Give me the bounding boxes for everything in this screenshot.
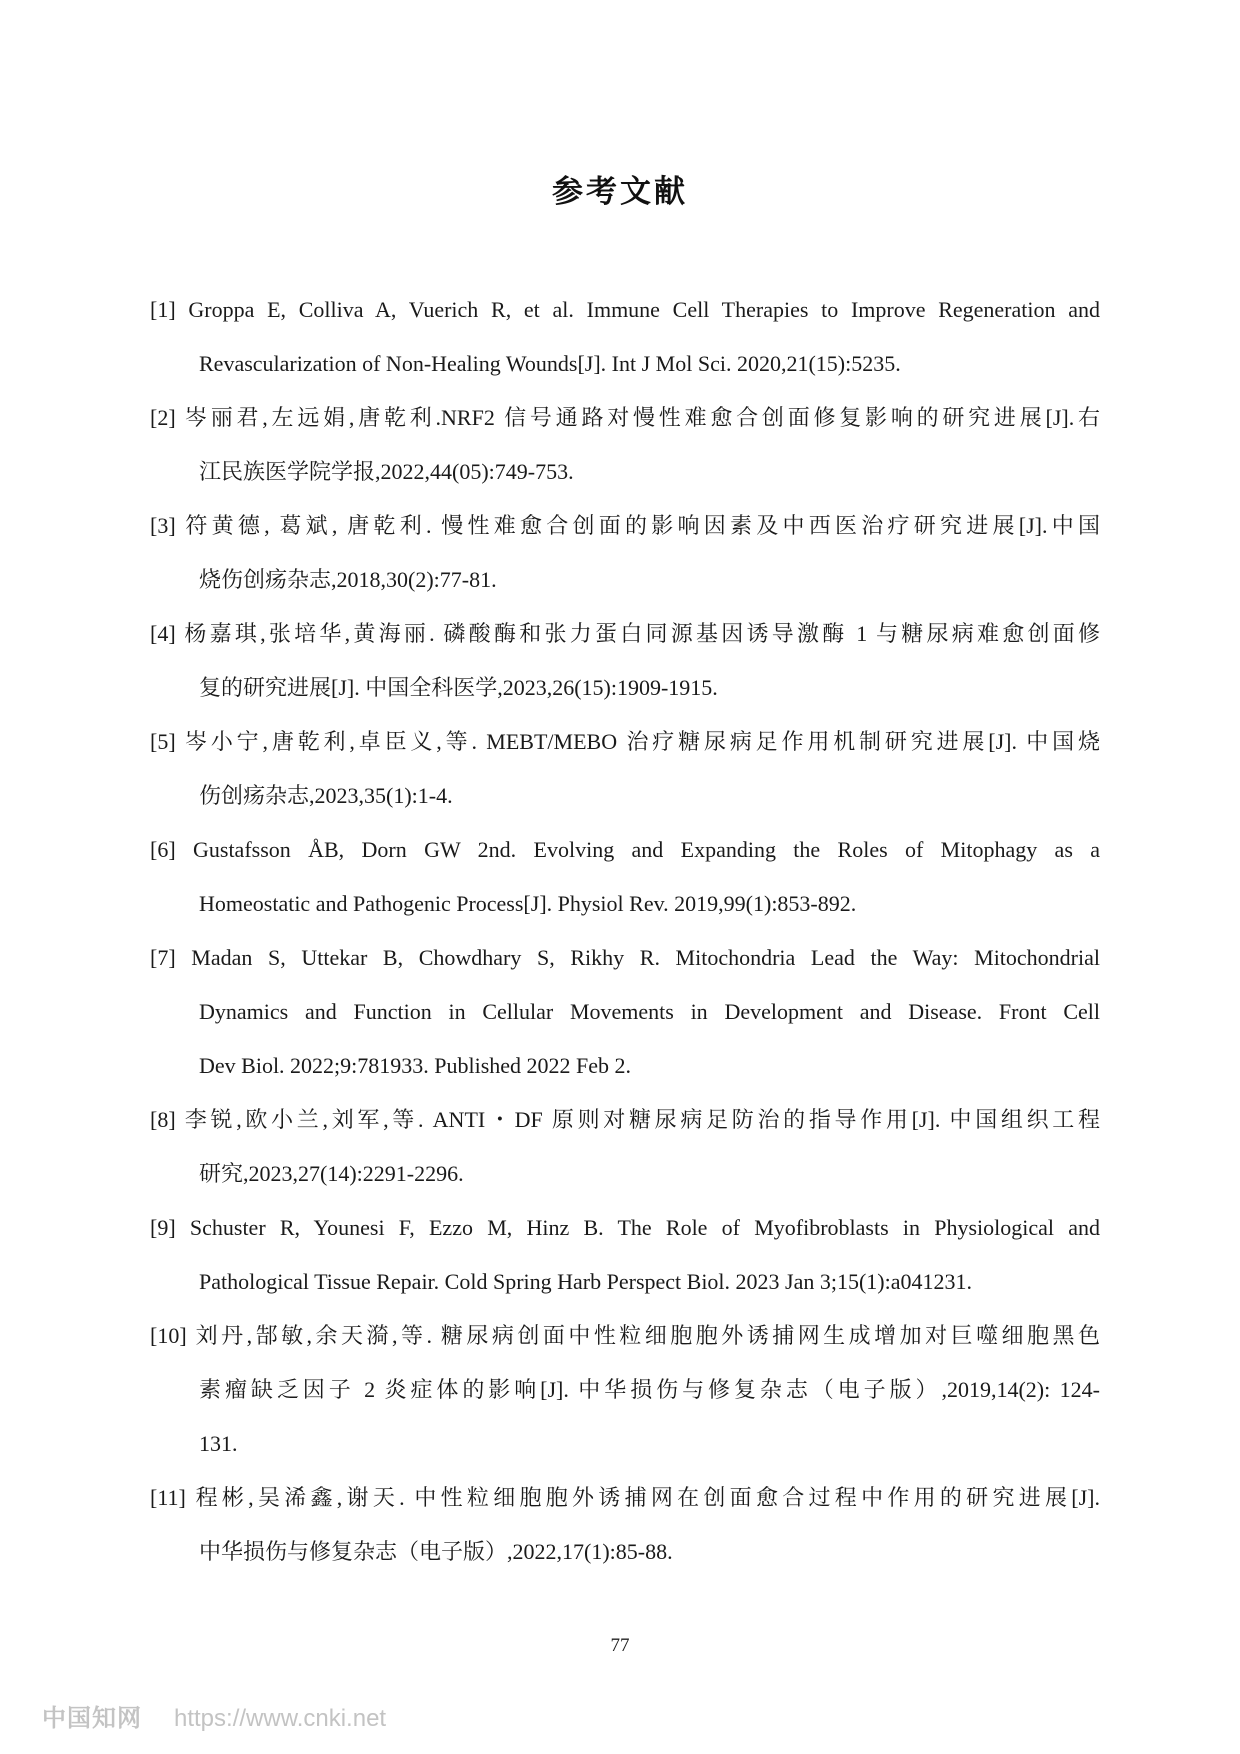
reference-item	[0, 1471, 1240, 1579]
reference-line-first: [5] 岑小宁,唐乾利,卓臣义,等. MEBT/MEBO 治疗糖尿病足作用机制研究进展[J]. 中国烧	[150, 729, 1100, 754]
reference-line-continuation: 素瘤缺乏因子 2 炎症体的影响[J]. 中华损伤与修复杂志（电子版）,2019,14(2): 124-	[199, 1377, 1100, 1402]
reference-line-continuation: Homeostatic and Pathogenic Process[J]. Physiol Rev. 2019,99(1):853-892.	[199, 891, 857, 916]
reference-line-continuation: 中华损伤与修复杂志（电子版）,2022,17(1):85-88.	[199, 1539, 673, 1564]
reference-line-continuation: Pathological Tissue Repair. Cold Spring Harb Perspect Biol. 2023 Jan 3;15(1):a041231.	[199, 1269, 973, 1294]
watermark-logo: 中国知网	[42, 1704, 142, 1732]
page-title: 参考文献	[552, 174, 688, 210]
reference-line-first: [1] Groppa E, Colliva A, Vuerich R, et al. Immune Cell Therapies to Improve Regeneration and	[150, 297, 1100, 322]
reference-line-first: [8] 李锐,欧小兰,刘军,等. ANTI・DF 原则对糖尿病足防治的指导作用[J]. 中国组织工程	[150, 1107, 1100, 1132]
reference-item	[0, 931, 1240, 1093]
reference-line-first: [4] 杨嘉琪,张培华,黄海丽. 磷酸酶和张力蛋白同源基因诱导激酶 1 与糖尿病难愈创面修	[150, 621, 1100, 646]
reference-line-first: [2] 岑丽君,左远娟,唐乾利.NRF2 信号通路对慢性难愈合创面修复影响的研究进展[J].右	[150, 405, 1100, 430]
reference-item	[0, 607, 1240, 715]
reference-item	[0, 1201, 1240, 1309]
reference-line-first: [11] 程彬,吴浠鑫,谢天. 中性粒细胞胞外诱捕网在创面愈合过程中作用的研究进展[J].	[150, 1485, 1100, 1510]
reference-item	[0, 499, 1240, 607]
reference-list	[0, 283, 1240, 1579]
reference-item	[0, 715, 1240, 823]
reference-line-first: [7] Madan S, Uttekar B, Chowdhary S, Rikhy R. Mitochondria Lead the Way: Mitochondrial	[150, 945, 1100, 970]
reference-item	[0, 1093, 1240, 1201]
watermark-url: https://www.cnki.net	[174, 1705, 387, 1732]
reference-line-first: [3] 符黄德, 葛斌, 唐乾利. 慢性难愈合创面的影响因素及中西医治疗研究进展[J].中国	[150, 513, 1100, 538]
reference-line-continuation: 伤创疡杂志,2023,35(1):1-4.	[199, 783, 453, 808]
reference-item	[0, 391, 1240, 499]
reference-line-continuation: 复的研究进展[J]. 中国全科医学,2023,26(15):1909-1915.	[199, 675, 718, 700]
watermark	[42, 1698, 386, 1733]
reference-item	[0, 823, 1240, 931]
reference-line-continuation: 江民族医学院学报,2022,44(05):749-753.	[199, 459, 574, 484]
reference-item	[0, 283, 1240, 391]
reference-line-continuation: Dev Biol. 2022;9:781933. Published 2022 Feb 2.	[199, 1053, 632, 1078]
reference-line-first: [10] 刘丹,郜敏,余天漪,等. 糖尿病创面中性粒细胞胞外诱捕网生成增加对巨噬细胞黑色	[150, 1323, 1100, 1348]
reference-line-continuation: Revascularization of Non-Healing Wounds[J]. Int J Mol Sci. 2020,21(15):5235.	[199, 351, 901, 376]
reference-item	[0, 1309, 1240, 1471]
reference-line-continuation: 131.	[199, 1431, 238, 1456]
page-number: 77	[610, 1635, 630, 1656]
reference-line-continuation: Dynamics and Function in Cellular Movements in Development and Disease. Front Cell	[199, 999, 1100, 1024]
reference-line-first: [9] Schuster R, Younesi F, Ezzo M, Hinz B. The Role of Myofibroblasts in Physiological and	[150, 1215, 1100, 1240]
reference-line-continuation: 研究,2023,27(14):2291-2296.	[199, 1161, 464, 1186]
reference-line-continuation: 烧伤创疡杂志,2018,30(2):77-81.	[199, 567, 497, 592]
reference-line-first: [6] Gustafsson ÅB, Dorn GW 2nd. Evolving and Expanding the Roles of Mitophagy as a	[150, 837, 1100, 862]
